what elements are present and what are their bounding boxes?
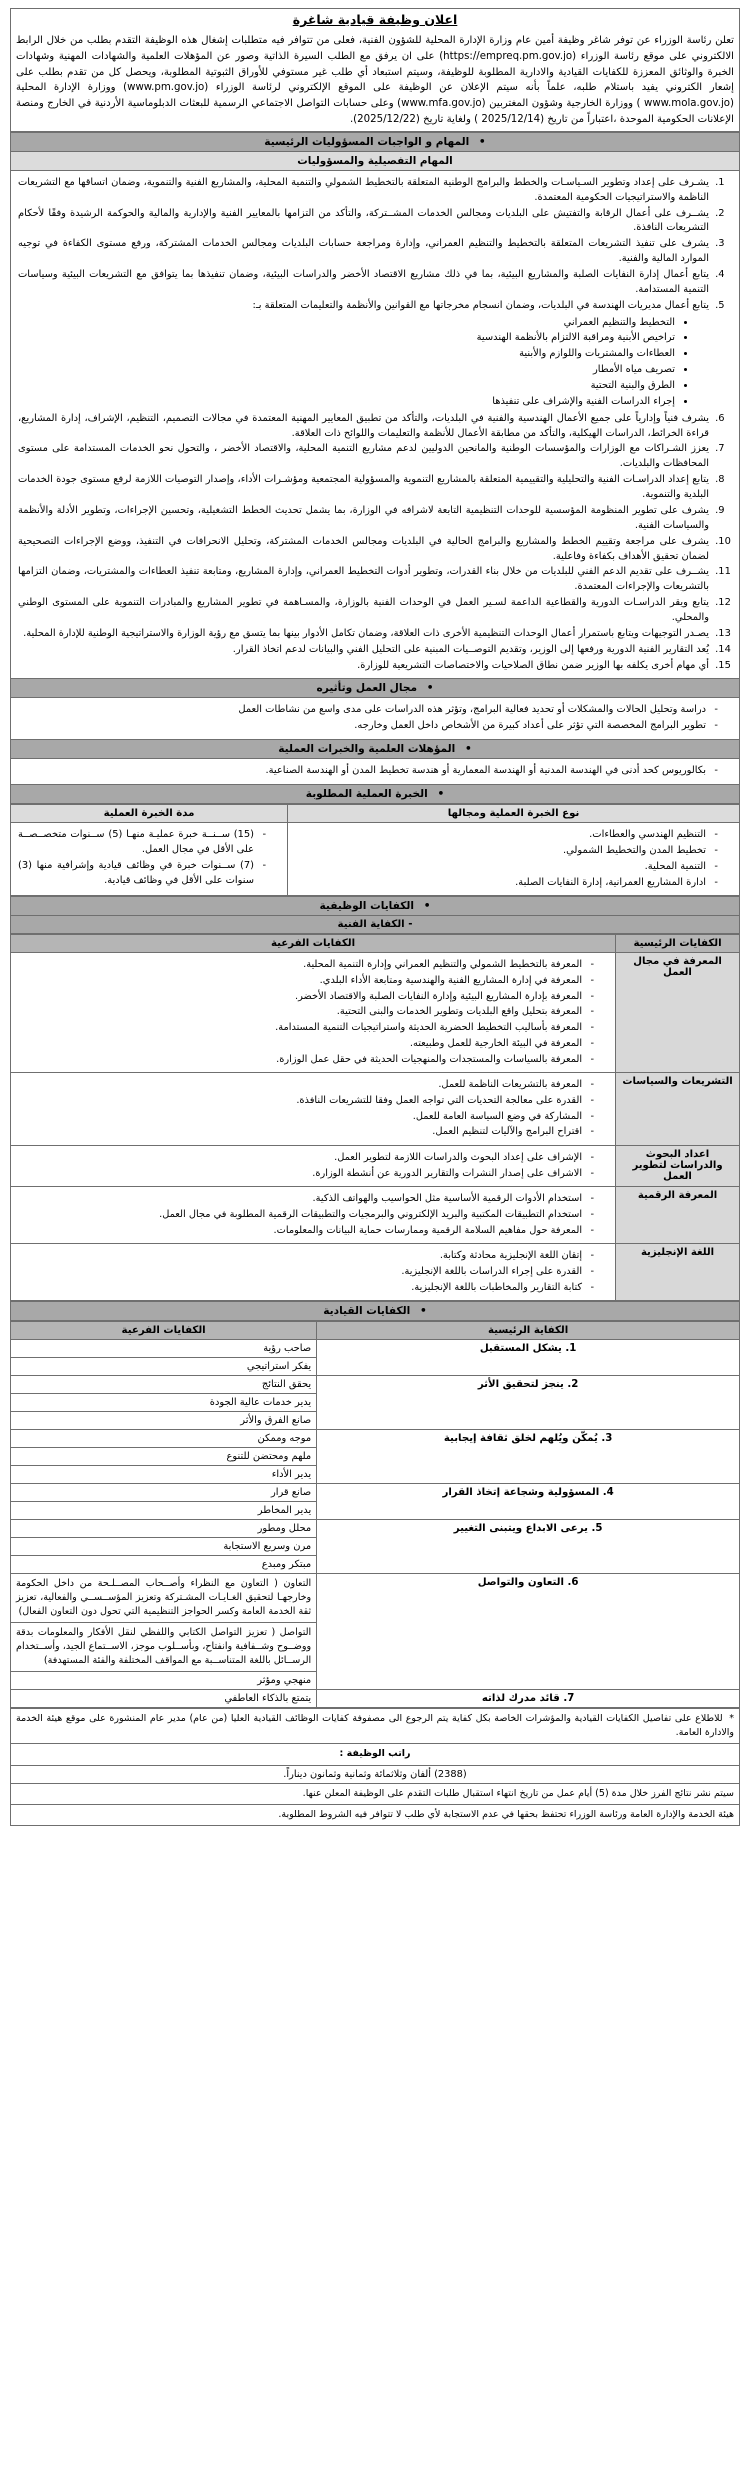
footer-note-3: هيئة الخدمة والإدارة العامة ورئاسة الوزراء تحتفظ بحقها في عدم الاستجابة لأي طلب لا تتوافر فيه الشروط المطلوبة. (11, 1804, 740, 1825)
duties-table (10, 132, 740, 804)
duty-sub-item: • العطاءات والمشتريات واللوازم والأبنية (20, 347, 675, 362)
leadership-sub-item: يدير خدمات عالية الجودة (11, 1394, 317, 1412)
competency-sub-list (16, 958, 610, 1067)
scope-list (16, 703, 734, 734)
leadership-band-row (11, 1302, 740, 1321)
scope-item: - دراسة وتحليل الحالات والمشكلات أو تحديد فعالية البرامج، وتؤثر هذه الدراسات على مدى واسع من نشاطات العمل (18, 703, 718, 718)
footer-note-1-text: للاطلاع على تفاصيل الكفايات القيادية والمؤشرات الخاصة بكل كفاية يتم الرجوع الى مصفوفة كفايات الوظائف القيادية العليا (من عام) مدير عام المنشورة على موقع هيئة الخدمة والادارة العامة. (16, 1712, 734, 1739)
salary-label: راتب الوظيفة : (11, 1744, 740, 1765)
scope-band-label: مجال العمل وتأثيره (316, 682, 418, 695)
competency-row (11, 1073, 740, 1146)
scope-item: - تطوير البرامج المخصصة التي تؤثر على أعداد كبيرة من الأشخاص داخل العمل وخارجه. (18, 719, 718, 734)
duties-band-row (11, 132, 740, 151)
leadership-main-label: 3. يُمكّن ويُلهم لخلق ثقافة إيجابية (317, 1430, 740, 1484)
experience-band-row (11, 784, 740, 803)
competency-row (11, 1145, 740, 1186)
bullet-icon: • (478, 135, 486, 148)
competency-sub-item: - المعرفة بالتشريعات الناظمة للعمل. (18, 1078, 594, 1093)
competency-sub-item: - المشاركة في وضع السياسة العامة للعمل. (18, 1110, 594, 1125)
duty-sub-item: • التخطيط والتنظيم العمراني (20, 316, 675, 331)
scope-list-cell (11, 698, 740, 740)
experience-type-cell (288, 822, 740, 895)
salary-value: (2388) ألفان وثلاثمائة وثمانية وثمانون ديناراً. (11, 1765, 740, 1783)
job-competencies-band-row (11, 897, 740, 916)
leadership-sub-item: التواصل ( تعزيز التواصل الكتابي واللفظي لنقل الأفكار والمعلومات بدقة ووضــوح وشــفافية وانفتاح، وبأســلوب موجز، الاســتماع الجيد، وأســتخدام الرســائل باللغة المتناســبة مع المواقف المختلفة والفئة المستهدفة) (11, 1623, 317, 1672)
competency-main-label: اعداد البحوث والدراسات لتطوير العمل (616, 1145, 740, 1186)
quals-list (16, 764, 734, 779)
duties-list (16, 176, 734, 674)
competency-main-label: اللغة الإنجليزية (616, 1244, 740, 1301)
dash-icon: - (408, 919, 413, 931)
competency-sub-item: - المعرفة بأساليب التخطيط الحضرية الحديثة واستراتيجيات التنمية المستدامة. (18, 1021, 594, 1036)
experience-duration-cell (11, 822, 288, 895)
scope-band (11, 679, 740, 698)
competency-sub-item: - المعرفة في إدارة المشاريع الفنية والهندسية ومتابعة الأداء البلدي. (18, 974, 594, 989)
job-competencies-band-label: الكفايات الوظيفية (319, 900, 415, 913)
quals-list-cell (11, 759, 740, 785)
experience-band-label: الخبرة العملية المطلوبة (305, 787, 428, 800)
duties-list-row (11, 170, 740, 679)
competency-main-header: الكفايات الرئيسية (616, 935, 740, 953)
experience-type-header: نوع الخبرة العملية ومجالها (288, 804, 740, 822)
duty-item-text: يتابع أعمال مديريات الهندسة في البلديات، وضمان انسجام مخرجاتها مع القوانين والأنظمة والتعليمات المتعلقة بـ: (252, 299, 709, 311)
bullet-icon: • (437, 787, 445, 800)
bullet-icon: • (464, 743, 472, 756)
footer-note-1 (11, 1708, 740, 1744)
leadership-main-label: 2. ينجز لتحقيق الأثر (317, 1376, 740, 1430)
leadership-sub-item: صانع قرار (11, 1484, 317, 1502)
duty-sub-item: • الطرق والبنية التحتية (20, 379, 675, 394)
quals-list-row (11, 759, 740, 785)
bullet-icon: • (419, 1305, 427, 1318)
competency-sub-item: - الاشراف على إصدار النشرات والتقارير الدورية عن أنشطة الوزارة. (18, 1167, 594, 1182)
technical-competency-band-label: الكفاية الفنية (337, 919, 405, 931)
leadership-band-label: الكفايات القيادية (323, 1305, 411, 1318)
duty-item: 9. يشرف على تطوير المنظومة المؤسسية للوحدات التنظيمية التابعة لاشرافه في الوزارة، بما يشمل تحديث الخطط التشغيلية، وتحسين الإجراءات، وتطوير الأدلة والأنظمة والسياسات الفنية. (18, 504, 712, 534)
duty-item: 14. يُعد التقارير الفنية الدورية ورفعها إلى الوزير، وتقديم التوصــيات المبنية على التحليل الفني والبيانات لدعم اتخاذ القرار. (18, 643, 712, 658)
leadership-row (11, 1430, 740, 1448)
experience-header-row (11, 804, 740, 822)
competency-sub-item: - المعرفة في البيئة الخارجية للعمل وطبيعته. (18, 1037, 594, 1052)
experience-type-item: - التنمية المحلية. (295, 860, 718, 875)
leadership-sub-item: يحقق النتائج (11, 1376, 317, 1394)
duty-item: 10. يشرف على مراجعة وتقييم الخطط والمشاريع والبرامج الحالية في البلديات ومجالس الخدمات المشتركة، وتحليل الانحرافات في التنفيذ، ووضع الإجراءات التصحيحية لضمان تحقيق الأهداف بكفاءة وفاعلية. (18, 535, 712, 565)
experience-type-item: - ادارة المشاريع العمرانية، إدارة النفايات الصلبة. (295, 876, 718, 891)
leadership-main-label: 4. المسؤولية وشجاعة إتخاذ القرار (317, 1484, 740, 1520)
leadership-main-label: 1. يشكل المستقبل (317, 1340, 740, 1376)
leadership-competencies-table (10, 1321, 740, 1707)
leadership-sub-item: يدير المخاطر (11, 1502, 317, 1520)
competency-sub-item: - اقتراح البرامج والآليات لتنظيم العمل. (18, 1125, 594, 1140)
leadership-row (11, 1574, 740, 1623)
asterisk-icon: * (729, 1712, 734, 1724)
experience-table (10, 804, 740, 896)
duties-sub-list (18, 316, 709, 410)
experience-type-item: - التنظيم الهندسي والعطاءات. (295, 828, 718, 843)
leadership-main-label: 6. التعاون والتواصل (317, 1574, 740, 1689)
leadership-row (11, 1376, 740, 1394)
duty-sub-item: • تراخيص الأبنية ومراقبة الالتزام بالأنظمة الهندسية (20, 331, 675, 346)
duty-item: 13. يصـدر التوجيهات ويتابع باستمرار أعمال الوحدات التنظيمية الأخرى ذات العلاقة، وضمان تكامل الأدوار بينها بما يتسق مع رؤية الوزارة والاستراتيجية الوطنية للإدارة المحلية. (18, 627, 712, 642)
competency-row (11, 1244, 740, 1301)
technical-competency-band-row (11, 916, 740, 934)
duties-subhead-row (11, 151, 740, 170)
leadership-row (11, 1689, 740, 1707)
job-competencies-band (11, 897, 740, 916)
competency-sub-item: - المعرفة بالتخطيط الشمولي والتنظيم العمراني وإدارة التنمية المحلية. (18, 958, 594, 973)
duty-item: 7. يعزز الشـراكات مع الوزارات والمؤسسات الوطنية والمانحين الدوليين لدعم مشاريع التنمية المحلية، والاقتصاد الأخضر ، والتحول نحو الخدمات المستدامة على مستوى المحافظات والبلديات. (18, 442, 712, 472)
leadership-sub-item: موجه وممكن (11, 1430, 317, 1448)
competency-sub-item: - استخدام التطبيقات المكتبية والبريد الإلكتروني والبرمجيات والتطبيقات الرقمية المطلوبة في مجال العمل. (18, 1208, 594, 1223)
duty-item: 15. أي مهام أخرى يكلفه بها الوزير ضمن نطاق الصلاحيات والاختصاصات التشريعية للوزارة. (18, 659, 712, 674)
technical-competencies-table (10, 934, 740, 1301)
competency-sub-list (16, 1078, 610, 1140)
leadership-sub-item: صانع الفرق والأثر (11, 1412, 317, 1430)
competency-main-label: التشريعات والسياسات (616, 1073, 740, 1146)
duty-item: 6. يشرف فنياً وإدارياً على جميع الأعمال الهندسية والفنية في البلديات، والتأكد من تطبيق المعايير المهنية المعتمدة في مجالات التصميم، التنظيم، الإشراف، إدارة المشاريع، قراءة الخرائط، الدراسات الهيكلية، والتأكد من مطابقة الأعمال للأنظمة والتعليمات واللوائح ذات العلاقة. (18, 412, 712, 442)
leadership-band-table (10, 1301, 740, 1321)
competency-sub-item: - المعرفة بإدارة المشاريع البيئية وإدارة النفايات الصلبة والاقتصاد الأخضر. (18, 990, 594, 1005)
experience-band (11, 784, 740, 803)
leadership-sub-item: مبتكر ومبدع (11, 1556, 317, 1574)
intro-cell (11, 9, 740, 132)
leadership-header-row (11, 1322, 740, 1340)
duties-list-cell (11, 170, 740, 679)
competency-sub-list (16, 1249, 610, 1295)
competency-row (11, 1187, 740, 1244)
competency-main-label: المعرفة في مجال العمل (616, 953, 740, 1073)
competency-sub-list (16, 1151, 610, 1181)
competency-sub-cell (11, 1244, 616, 1301)
leadership-competencies-band (11, 1302, 740, 1321)
leadership-main-header: الكفاية الرئيسية (317, 1322, 740, 1340)
leadership-sub-item: ملهم ومحتضن للتنوع (11, 1448, 317, 1466)
experience-duration-item: - (7) ســنوات خبرة في وظائف قيادية وإشرافية منها (3) سنوات على الأقل في وظائف قيادية. (18, 859, 266, 889)
intro-table (10, 8, 740, 132)
page-title: اعلان وظيفة قيادية شاغرة (292, 12, 458, 27)
footer-note3-row (11, 1804, 740, 1825)
footer-note1-row (11, 1708, 740, 1744)
intro-row (11, 9, 740, 132)
quals-band (11, 740, 740, 759)
duty-item: 2. يشــرف على أعمال الرقابة والتفتيش على البلديات ومجالس الخدمات المشــتركة، والتأكد من التزامها بالمعايير الفنية والإدارية والمالية والحوكمة الرشيدة وفقًا لأحكام التشريعات النافذة. (18, 207, 712, 237)
footer-note2-row (11, 1783, 740, 1804)
competency-sub-item: - المعرفة حول مفاهيم السلامة الرقمية وممارسات حماية البيانات والمعلومات. (18, 1224, 594, 1239)
competency-sub-cell (11, 1073, 616, 1146)
competency-sub-cell (11, 953, 616, 1073)
duties-band (11, 132, 740, 151)
leadership-main-label: 5. يرعى الابداع ويتبنى التغيير (317, 1520, 740, 1574)
competency-row (11, 953, 740, 1073)
competency-sub-cell (11, 1187, 616, 1244)
duties-band-label: المهام و الواجبات المسؤوليات الرئيسية (264, 135, 470, 148)
competency-sub-item: - استخدام الأدوات الرقمية الأساسية مثل الحواسيب والهواتف الذكية. (18, 1192, 594, 1207)
duty-item: 3. يشرف على تنفيذ التشريعات المتعلقة بالتخطيط والتنظيم العمراني، وإدارة ومراجعة حسابات البلديات ومجالس الخدمات المشتركة، ورفع مستوى الكفاءة في توجيه الموارد المالية والفنية. (18, 237, 712, 267)
leadership-row (11, 1484, 740, 1502)
footer-table (10, 1708, 740, 1826)
competency-sub-item: - القدرة على إجراء الدراسات باللغة الإنجليزية. (18, 1265, 594, 1280)
leadership-sub-item: يفكر استراتيجي (11, 1358, 317, 1376)
leadership-sub-item: منهجي ومؤثر (11, 1671, 317, 1689)
competency-sub-item: - القدرة على معالجة التحديات التي تواجه العمل وفقا للتشريعات النافذة. (18, 1094, 594, 1109)
leadership-row (11, 1340, 740, 1358)
experience-duration-item: - (15) ســنــة خبرة عمليـة منهـا (5) ســنوات متخصــصــة على الأقل في مجال العمل. (18, 828, 266, 858)
duty-item: 8. يتابع إعداد الدراسـات الفنية والتحليلية والتقييمية المتعلقة بالمشاريع التنموية والمسؤولية المجتمعية ومؤشـرات الأداء، وإصدار التوصيات اللازمة لرفع مستوى جودة الخدمات البلدية والتنموية. (18, 473, 712, 503)
technical-competency-band (11, 916, 740, 934)
duty-item: 11. يشــرف على تقديم الدعم الفني للبلديات من خلال بناء القدرات، وتطوير أدوات التخطيط العمراني، وإدارة المشاريع، ومتابعة تنفيذ العطاءات والمشتريات، وضمان التزامها بالتشريعات والإجراءات المعتمدة. (18, 565, 712, 595)
experience-body-row (11, 822, 740, 895)
leadership-sub-item: يتمتع بالذكاء العاطفي (11, 1689, 317, 1707)
competency-sub-item: - المعرفة بتحليل واقع البلديات وتطوير الخدمات والبنى التحتية. (18, 1005, 594, 1020)
duty-item: 1. يشـرف على إعداد وتطوير السـياسـات والخطط والبرامج الوطنية المتعلقة بالتخطيط الشمولي والتنمية المحلية، والمشاريع الفنية والتنموية، وضمان اتساقها مع التشريعات الناظمة والاستراتيجيات الحكومية المعتمدة. (18, 176, 712, 206)
scope-band-row (11, 679, 740, 698)
experience-duration-header: مدة الخبرة العملية (11, 804, 288, 822)
duty-item: 4. يتابع أعمال إدارة النفايات الصلبة والمشاريع البيئية، بما في ذلك مشاريع الاقتصاد الأخضر والدراسات البيئية، وضمان تنفيذها بما يتوافق مع التشريعات البيئية وسياسات التنمية المستدامة. (18, 268, 712, 298)
qual-item: - بكالوريوس كحد أدنى في الهندسة المدنية أو الهندسة المعمارية أو هندسة تخطيط المدن أو الهندسة الصناعية. (18, 764, 718, 779)
scope-list-row (11, 698, 740, 740)
announcement-body: تعلن رئاسة الوزراء عن توفر شاغر وظيفة أمين عام وزارة الإدارة المحلية للشؤون الفنية، فعلى من تتوافر فيه متطلبات إشغال هذه الوظيفة التقدم بطلب من خلال الرابط الالكتروني على موقع رئاسة الوزراء (https://empreq.pm.gov.jo) على ان يرفق مع الطلب السيرة الذاتية وصور عن المؤهلات العلمية والشهادات المهنية وشهادات الخبرة والوثائق المعززة للكفايات القيادية والادارية المطلوبة للوظيفة، وسيتم استبعاد أي طلب غير مستوفي للأوراق الثبوتية المطلوبة، ويحصل كل من تقدم بطلب على إشعار الكتروني يفيد باستلام طلبه، علماً بأنه سيتم الإعلان عن الوظيفة على الموقع الإلكتروني لرئاسة الوزراء (www.pm.gov.jo) ووزارة الإدارة المحلية (www.mola.gov.jo ) ووزارة الخارجية وشؤون المغتربين (www.mfa.gov.jo) وعلى حسابات التواصل الاجتماعي الرسمية للبعثات الدبلوماسية الأردنية في الخارج ومنصة الإعلانات الحكومية الموحدة ،اعتباراً من تاريخ (2025/12/14 ) ولغاية تاريخ (2025/12/22). (16, 35, 734, 126)
bullet-icon: • (426, 682, 434, 695)
duty-sub-item: • تصريف مياه الأمطار (20, 363, 675, 378)
experience-type-list (293, 828, 734, 890)
leadership-sub-header: الكفايات الفرعية (11, 1322, 317, 1340)
competency-sub-item: - إتقان اللغة الإنجليزية محادثة وكتابة. (18, 1249, 594, 1264)
leadership-row (11, 1520, 740, 1538)
technical-competencies-header-row (11, 935, 740, 953)
quals-band-label: المؤهلات العلمية والخبرات العملية (278, 743, 456, 756)
competency-main-label: المعرفة الرقمية (616, 1187, 740, 1244)
experience-duration-list (16, 828, 282, 888)
competency-sub-item: - كتابة التقارير والمخاطبات باللغة الإنجليزية. (18, 1281, 594, 1296)
experience-type-item: - تخطيط المدن والتخطيط الشمولي. (295, 844, 718, 859)
duties-subhead: المهام التفصيلية والمسؤوليات (11, 151, 740, 170)
leadership-sub-item: يدير الأداء (11, 1466, 317, 1484)
leadership-main-label: 7. قائد مدرك لذاته (317, 1689, 740, 1707)
duty-item: 12. يتابع ويقر الدراسـات الدورية والقطاعية الداعمة لسـير العمل في الوحدات الفنية بالوزارة، والمسـاهمة في تطوير المشاريع والمبادرات التنموية على المستوى الوطني والمحلي. (18, 596, 712, 626)
competency-sub-item: - المعرفة بالسياسات والمستجدات والمنهجيات الحديثة في حقل عمل الوزارة. (18, 1053, 594, 1068)
leadership-sub-item: محلل ومطور (11, 1520, 317, 1538)
competency-sub-item: - الإشراف على إعداد البحوث والدراسات اللازمة لتطوير العمل. (18, 1151, 594, 1166)
duty-item (18, 299, 712, 410)
leadership-sub-item: صاحب رؤية (11, 1340, 317, 1358)
job-competencies-table (10, 896, 740, 934)
quals-band-row (11, 740, 740, 759)
leadership-sub-item: التعاون ( التعاون مع النظراء وأصــحاب المصــلـحة من داخل الحكومة وخارجهـا لتحقيق الغـايـات المشـتركة وتعزيز المؤســســي والفعالية، تعزيز ثقة الخدمة العامة وكسر الحواجز التنظيمية التي تحول دون التعاون الفعال) (11, 1574, 317, 1623)
competency-sub-list (16, 1192, 610, 1238)
salary-value-row (11, 1765, 740, 1783)
competency-sub-header: الكفايات الفرعية (11, 935, 616, 953)
competency-sub-cell (11, 1145, 616, 1186)
salary-label-row (11, 1744, 740, 1765)
bullet-icon: • (423, 900, 431, 913)
footer-note-2: سيتم نشر نتائج الفرز خلال مدة (5) أيام عمل من تاريخ انتهاء استقبال طلبات التقدم على الوظيفة المعلن عنها. (11, 1783, 740, 1804)
leadership-sub-item: مرن وسريع الاستجابة (11, 1538, 317, 1556)
duty-sub-item: • إجراء الدراسات الفنية والإشراف على تنفيذها (20, 395, 675, 410)
